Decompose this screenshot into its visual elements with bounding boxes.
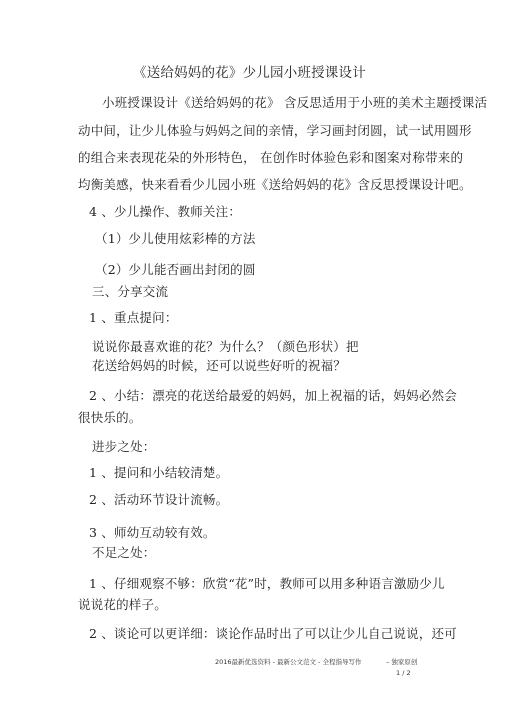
section-4-item-2: （2）少儿能否画出封闭的圆 xyxy=(95,262,256,277)
footer-text: 2016最新优选资料 - 最新公文范文 - 全程指导写作 xyxy=(215,658,362,666)
progress-item-2: 2 、活动环节设计流畅。 xyxy=(89,492,229,507)
weakness-item-2: 2 、谈论可以更详细：谈论作品时出了可以让少儿自己说说，还可 xyxy=(89,626,457,641)
intro-line-3: 的组合来表现花朵的外形特色， 在创作时体验色彩和图案对称带来的 xyxy=(78,150,464,165)
question-1-line-1: 说说你最喜欢谁的花？为什么？（颜色形状）把 xyxy=(92,339,359,354)
section-3-heading: 三、分享交流 xyxy=(92,284,169,299)
intro-line-2: 动中间，让少儿体验与妈妈之间的亲情，学习画封闭圆，试一试用圆形 xyxy=(78,123,472,138)
progress-item-3: 3 、师幼互动较有效。 xyxy=(89,525,216,540)
question-1-line-2: 花送给妈妈的时候，还可以说些好听的祝福？ xyxy=(92,358,347,373)
section-4-heading: 4 、少儿操作、教师关注： xyxy=(89,204,242,219)
weakness-item-1-line-2: 说说花的样子。 xyxy=(78,597,167,612)
summary-line-1: 2 、小结：漂亮的花送给最爱的妈妈，加上祝福的话，妈妈必然会 xyxy=(89,388,457,403)
progress-heading: 进步之处： xyxy=(92,439,156,454)
section-4-item-1: （1）少儿使用炫彩棒的方法 xyxy=(95,231,256,246)
weakness-heading: 不足之处： xyxy=(92,545,156,560)
progress-item-1: 1 、提问和小结较清楚。 xyxy=(89,465,229,480)
weakness-item-1-line-1: 1 、仔细观察不够：欣赏“花”时，教师可以用多种语言激励少儿 xyxy=(89,576,445,591)
summary-line-2: 很快乐的。 xyxy=(78,410,142,425)
page-title: 《送给妈妈的花》少儿园小班授课设计 xyxy=(133,65,366,81)
question-1-heading: 1 、重点提问： xyxy=(89,310,178,325)
page-number: 1 / 2 xyxy=(396,669,411,677)
intro-line-4: 均衡美感，快来看看少儿园小班《送给妈妈的花》含反思授课设计吧。 xyxy=(78,177,472,192)
footer-tail: – 独家原创 xyxy=(386,658,418,666)
intro-line-1: 小班授课设计《送给妈妈的花》 含反思适用于小班的美术主题授课活 xyxy=(102,95,488,110)
